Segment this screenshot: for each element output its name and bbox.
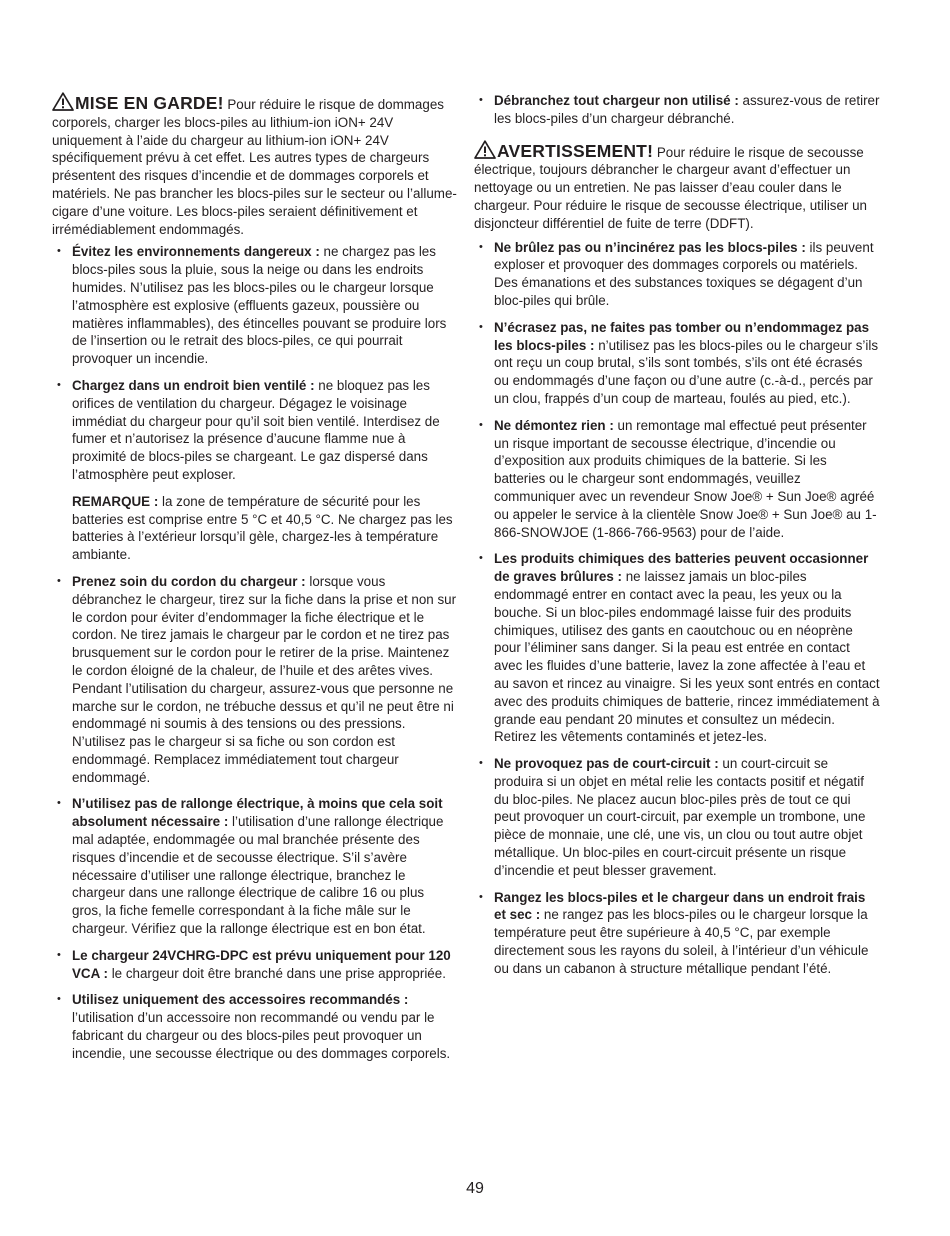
remark-note — [72, 493, 457, 564]
list-item — [474, 755, 880, 880]
right-top-list — [474, 92, 880, 128]
item-text: ne laissez jamais un bloc-piles endommagé entrer en contact avec la peau, les yeux ou la bouche. Si un bloc-piles endommagé laisse fuir des produits chimiques, utilisez des gants en caoutchouc ou en néoprène pour l’éliminer sans danger. Si la peau est entrée en contact avec les fluides d’une batterie, lavez la zone affectée à l’eau et au savon et rincez au vinaigre. Si les yeux sont entrés en contact avec des produits chimiques de batterie, rincez immédiatement à grande eau pendant 20 minutes et consultez un médecin. Retirez les vêtements contaminés et jetez-les. — [494, 569, 880, 745]
warning-triangle-icon — [474, 140, 496, 159]
remark-label: REMARQUE : — [72, 493, 159, 509]
remark-text: la zone de température de sécurité pour les batteries est comprise entre 5 °C et 40,5 °C. Ne chargez pas les batteries à l’extérieur lorsqu’il gèle, chargez-les à température ambiante. — [72, 493, 453, 563]
warning-paragraph — [474, 140, 880, 233]
list-item — [52, 243, 457, 368]
list-item — [52, 573, 457, 787]
item-text: assurez-vous de retirer les blocs-piles d’un chargeur débranché. — [494, 93, 880, 126]
warning-text: Pour réduire le risque de secousse électrique, toujours débrancher le chargeur avant d’effectuer un nettoyage ou un entretien. Ne pas laisser d’eau couler dans le chargeur. Pour réduire le risque de secousse électrique, utiliser un disjoncteur différentiel de fuite de terre (DDFT). — [474, 144, 868, 231]
page-number: 49 — [466, 1180, 484, 1197]
left-column — [52, 92, 457, 1072]
list-item — [474, 889, 880, 978]
item-title: Rangez les blocs-piles et le chargeur dans un endroit frais et sec : — [494, 889, 866, 923]
item-text: l’utilisation d’un accessoire non recommandé ou vendu par le fabricant du chargeur ou des blocs-piles peut provoquer un incendie, une secousse électrique ou des dommages corporels. — [72, 1010, 451, 1061]
item-text: ne bloquez pas les orifices de ventilation du chargeur. Dégagez le voisinage immédiat du chargeur pour qu’il soit bien ventilé. Interdisez de fumer et n’autorisez la présence d’aucune flamme nue à proximité de blocs-piles se chargeant. Le gaz dispersé dans l’atmosphère peut exploser. — [72, 377, 440, 482]
item-text: l’utilisation d’une rallonge électrique mal adaptée, endommagée ou mal branchée présente des risques d’incendie et de secousse électrique. S’il s’avère nécessaire d’utiliser une rallonge électrique, branchez le chargeur dans une rallonge électrique de calibre 16 ou plus gros, la fiche femelle correspondant à la fiche mâle sur le chargeur. Vérifiez que la rallonge électrique est en bon état. — [72, 814, 444, 937]
item-title: Ne brûlez pas ou n’incinérez pas les blocs-piles : — [494, 239, 806, 255]
item-text: un remontage mal effectué peut présenter un risque important de secousse électrique, d’incendie ou d’exposition aux produits chimiques de la batterie. Si les batteries ou le chargeur sont endommagés, veuillez communiquer avec un revendeur Snow Joe® + Sun Joe® agréé ou appeler le service à la clientèle Snow Joe® + Sun Joe® au 1-866-SNOWJOE (1-866-766-9563) pour de l’aide. — [494, 417, 877, 540]
list-item — [52, 991, 457, 1062]
item-title: Débranchez tout chargeur non utilisé : — [494, 93, 739, 108]
item-text: lorsque vous débranchez le chargeur, tirez sur la fiche dans la prise et non sur le cordon pour éviter d’endommager la fiche électrique et le cordon. Ne tirez jamais le chargeur par le cordon et ne tirez pas brusquement sur le cordon pour le retirer de la prise. Maintenez le cordon éloigné de la chaleur, de l’huile et des arêtes vives. Pendant l’utilisation du chargeur, assurez-vous que personne ne marche sur le cordon, ne trébuche dessus et qu’il ne peut être ni endommagé ni soumis à des tensions ou des pressions. N’utilisez pas le chargeur si sa fiche ou son cordon est endommagé. Remplacez immédiatement tout chargeur endommagé. — [72, 573, 457, 785]
item-text: le chargeur doit être branché dans une prise appropriée. — [107, 965, 446, 981]
right-column — [474, 92, 880, 987]
caution-paragraph — [52, 92, 457, 238]
item-title: Ne démontez rien : — [494, 417, 614, 433]
item-title: Évitez les environnements dangereux : — [72, 244, 320, 260]
list-item — [474, 417, 880, 542]
item-title: Le chargeur 24VCHRG-DPC est prévu uniquement pour 120 VCA : — [72, 947, 451, 981]
list-item — [52, 795, 457, 937]
caution-text: Pour réduire le risque de dommages corporels, charger les blocs-piles au lithium-ion iON+ 24V uniquement à l’aide du chargeur au lithium-ion iON+ 24V spécifiquement prévu à cet effet. Les autres types de chargeurs présentent des risques d’incendie et de dommages corporels et matériels. Ne pas brancher les blocs-piles sur le secteur ou l’allume-cigare d’une voiture. Les blocs-piles seraient définitivement et irrémédiablement endommagés. — [52, 97, 457, 237]
list-item — [474, 550, 880, 746]
item-title: N’utilisez pas de rallonge électrique, à moins que cela soit absolument nécessaire : — [72, 796, 443, 830]
list-item — [474, 92, 880, 128]
right-bullet-list — [474, 239, 880, 978]
list-item — [52, 947, 457, 983]
item-text: n’utilisez pas les blocs-piles ou le chargeur s’ils ont reçu un coup brutal, s’ils sont tombés, s’ils ont été écrasés ou endommagés d’une façon ou d’une autre (c.-à-d., percés par un clou, frappés d’un coup de marteau, foulés au pied, etc.). — [494, 337, 879, 406]
item-text: ne chargez pas les blocs-piles sous la pluie, sous la neige ou dans les endroits humides. N’utilisez pas les blocs-piles ou le chargeur lorsque l’atmosphère est explosive (effluents gazeux, poussière ou matières inflammables), des étincelles pouvant se produire lors de l’insertion ou le retrait des blocs-piles, ce qui pourrait provoquer un incendie. — [72, 244, 447, 367]
item-title: N’écrasez pas, ne faites pas tomber ou n’endommagez pas les blocs-piles : — [494, 319, 870, 353]
item-text: ne rangez pas les blocs-piles ou le chargeur lorsque la température peut être supérieure à 40,5 °C, par exemple directement sous les rayons du soleil, à l’intérieur d’un véhicule ou dans un cabanon à structure métallique pendant l’été. — [494, 907, 869, 976]
item-text: un court-circuit se produira si un objet en métal relie les contacts positif et négatif du bloc-piles. Ne placez aucun bloc-piles près de tout ce qui peut provoquer un court-circuit, par exemple un trombone, une pièce de monnaie, une clé, une vis, un clou ou tout autre objet métallique. Un bloc-piles en court-circuit présente un risque d’incendie et peut blesser gravement. — [494, 756, 866, 878]
list-item — [474, 239, 880, 310]
warning-heading: AVERTISSEMENT! — [497, 140, 654, 161]
item-title: Chargez dans un endroit bien ventilé : — [72, 377, 315, 393]
warning-triangle-icon — [52, 92, 74, 111]
left-bullet-list — [52, 243, 457, 1062]
item-title: Les produits chimiques des batteries peuvent occasionner de graves brûlures : — [494, 551, 869, 585]
item-title: Prenez soin du cordon du chargeur : — [72, 573, 306, 589]
item-text: ils peuvent exploser et provoquer des dommages corporels ou matériels. Des émanations et des substances toxiques se dégagent d’un bloc-piles qui brûle. — [494, 239, 874, 308]
caution-heading: MISE EN GARDE! — [75, 93, 224, 113]
item-title: Ne provoquez pas de court-circuit : — [494, 756, 719, 772]
list-item — [52, 377, 457, 564]
item-title: Utilisez uniquement des accessoires recommandés : — [72, 992, 409, 1008]
list-item — [474, 319, 880, 408]
